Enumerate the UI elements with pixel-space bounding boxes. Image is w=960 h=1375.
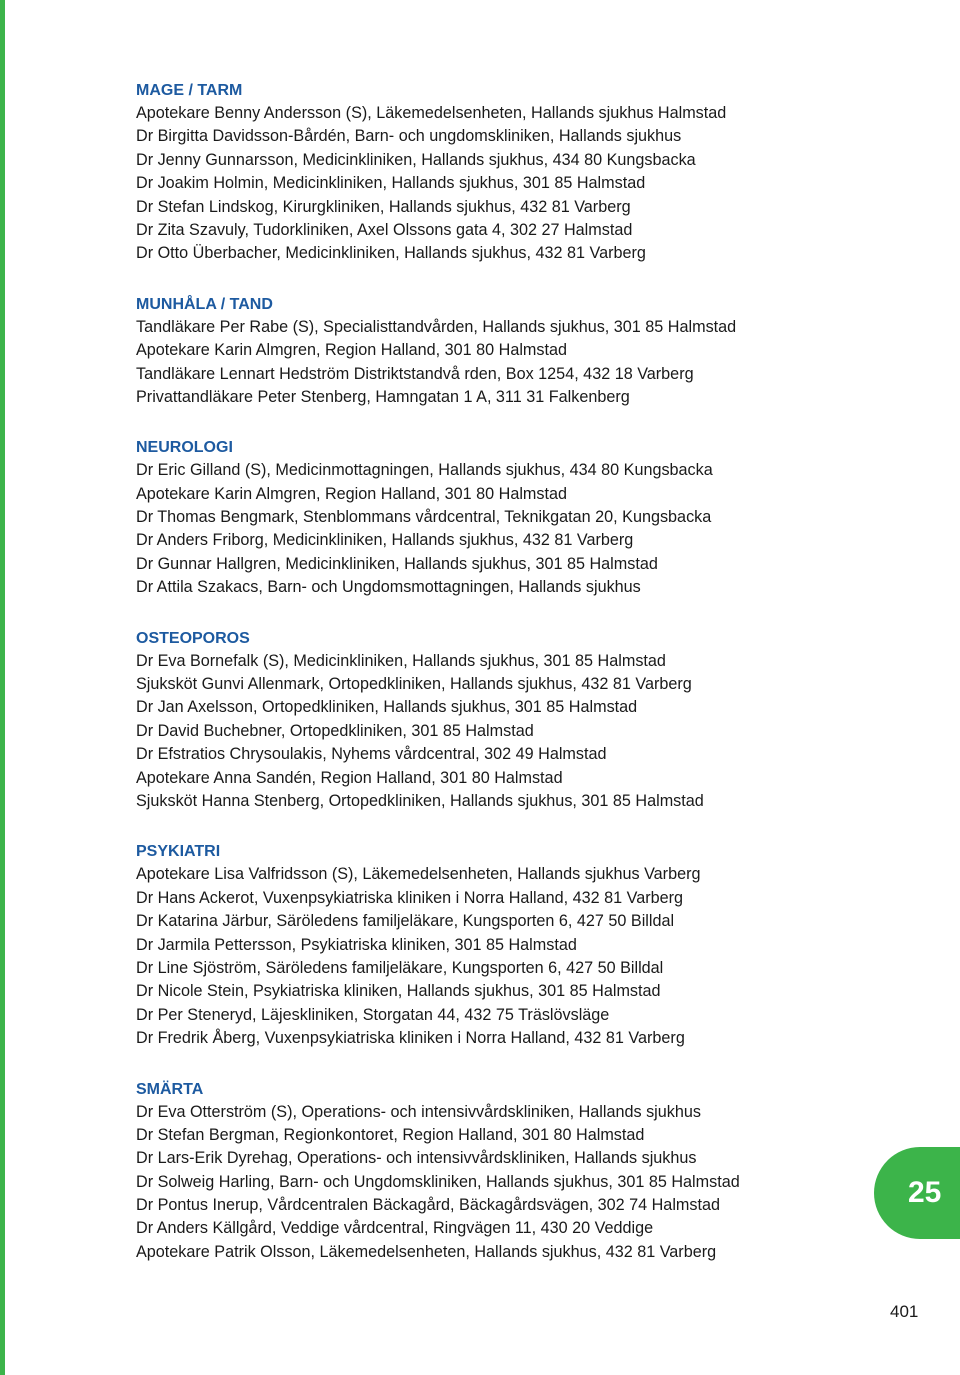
contact-list — [136, 863, 856, 1050]
contact-list — [136, 1101, 856, 1265]
list-item: Dr Thomas Bengmark, Stenblommans vårdcentral, Teknikgatan 20, Kungsbacka — [136, 508, 712, 527]
list-item: Apotekare Lisa Valfridsson (S), Läkemedelsenheten, Hallands sjukhus Varberg — [136, 865, 701, 884]
list-item: Dr Attila Szakacs, Barn- och Ungdomsmottagningen, Hallands sjukhus — [136, 578, 641, 597]
list-item: Dr Line Sjöström, Säröledens familjeläkare, Kungsporten 6, 427 50 Billdal — [136, 958, 664, 977]
section-heading: NEUROLOGI — [136, 439, 233, 457]
list-item: Dr Eva Otterström (S), Operations- och intensivvårdskliniken, Hallands sjukhus — [136, 1102, 701, 1121]
list-item: Sjuksköt Hanna Stenberg, Ortopedkliniken, Hallands sjukhus, 301 85 Halmstad — [136, 791, 704, 810]
list-item: Privattandläkare Peter Stenberg, Hamngatan 1 A, 311 31 Falkenberg — [136, 387, 630, 406]
contact-list — [136, 459, 856, 599]
list-item: Dr Eric Gilland (S), Medicinmottagningen, Hallands sjukhus, 434 80 Kungsbacka — [136, 461, 713, 480]
list-item: Sjuksköt Gunvi Allenmark, Ortopedkliniken, Hallands sjukhus, 432 81 Varberg — [136, 675, 692, 694]
list-item: Dr Fredrik Åberg, Vuxenpsykiatriska kliniken i Norra Halland, 432 81 Varberg — [136, 1029, 685, 1048]
list-item: Dr Gunnar Hallgren, Medicinkliniken, Hallands sjukhus, 301 85 Halmstad — [136, 554, 658, 573]
section — [136, 627, 856, 814]
list-item: Dr Lars-Erik Dyrehag, Operations- och intensivvårdskliniken, Hallands sjukhus — [136, 1149, 697, 1168]
list-item: Dr David Buchebner, Ortopedkliniken, 301 85 Halmstad — [136, 721, 534, 740]
contact-list — [136, 316, 856, 410]
list-item: Tandläkare Per Rabe (S), Specialisttandvården, Hallands sjukhus, 301 85 Halmstad — [136, 317, 737, 336]
contact-list — [136, 102, 856, 266]
list-item: Apotekare Patrik Olsson, Läkemedelsenheten, Hallands sjukhus, 432 81 Varberg — [136, 1242, 717, 1261]
section-heading: MUNHÅLA / TAND — [136, 295, 273, 313]
list-item: Apotekare Anna Sandén, Region Halland, 301 80 Halmstad — [136, 768, 563, 787]
list-item: Apotekare Karin Almgren, Region Halland, 301 80 Halmstad — [136, 484, 568, 503]
section-heading: OSTEOPOROS — [136, 629, 250, 647]
list-item: Dr Nicole Stein, Psykiatriska kliniken, Hallands sjukhus, 301 85 Halmstad — [136, 982, 661, 1001]
left-accent-bar — [0, 0, 5, 1375]
list-item: Dr Anders Friborg, Medicinkliniken, Hallands sjukhus, 432 81 Varberg — [136, 531, 634, 550]
section — [136, 840, 856, 1050]
section-heading: MAGE / TARM — [136, 82, 243, 99]
list-item: Apotekare Karin Almgren, Region Halland, 301 80 Halmstad — [136, 341, 568, 360]
list-item: Dr Katarina Järbur, Säröledens familjeläkare, Kungsporten 6, 427 50 Billdal — [136, 912, 675, 931]
list-item: Dr Per Steneryd, Läjeskliniken, Storgatan 44, 432 75 Träslövsläge — [136, 1005, 610, 1024]
list-item: Dr Joakim Holmin, Medicinkliniken, Hallands sjukhus, 301 85 Halmstad — [136, 174, 646, 193]
list-item: Dr Stefan Bergman, Regionkontoret, Region Halland, 301 80 Halmstad — [136, 1125, 645, 1144]
list-item: Dr Solweig Harling, Barn- och Ungdomskliniken, Hallands sjukhus, 301 85 Halmstad — [136, 1172, 740, 1191]
chapter-number: 25 — [908, 1176, 942, 1209]
list-item: Dr Efstratios Chrysoulakis, Nyhems vårdcentral, 302 49 Halmstad — [136, 745, 607, 764]
section — [136, 293, 856, 410]
list-item: Dr Jan Axelsson, Ortopedkliniken, Hallands sjukhus, 301 85 Halmstad — [136, 698, 638, 717]
list-item: Dr Eva Bornefalk (S), Medicinkliniken, Hallands sjukhus, 301 85 Halmstad — [136, 651, 666, 670]
document-body — [136, 79, 856, 1291]
list-item: Tandläkare Lennart Hedström Distriktstandvå rden, Box 1254, 432 18 Varberg — [136, 364, 694, 383]
contact-list — [136, 650, 856, 814]
list-item: Dr Jarmila Pettersson, Psykiatriska kliniken, 301 85 Halmstad — [136, 935, 577, 954]
list-item: Dr Jenny Gunnarsson, Medicinkliniken, Hallands sjukhus, 434 80 Kungsbacka — [136, 150, 696, 169]
section — [136, 79, 856, 266]
list-item: Dr Birgitta Davidsson-Bårdén, Barn- och ungdomskliniken, Hallands sjukhus — [136, 127, 682, 146]
list-item: Apotekare Benny Andersson (S), Läkemedelsenheten, Hallands sjukhus Halmstad — [136, 104, 727, 122]
list-item: Dr Hans Ackerot, Vuxenpsykiatriska kliniken i Norra Halland, 432 81 Varberg — [136, 888, 684, 907]
section — [136, 1078, 856, 1265]
section — [136, 436, 856, 599]
chapter-tab — [874, 1147, 960, 1239]
list-item: Dr Anders Källgård, Veddige vårdcentral, Ringvägen 11, 430 20 Veddige — [136, 1219, 654, 1238]
page-number: 401 — [890, 1302, 919, 1321]
section-heading: PSYKIATRI — [136, 843, 221, 861]
list-item: Dr Pontus Inerup, Vårdcentralen Bäckagård, Bäckagårdsvägen, 302 74 Halmstad — [136, 1196, 720, 1215]
list-item: Dr Otto Überbacher, Medicinkliniken, Hallands sjukhus, 432 81 Varberg — [136, 244, 646, 263]
section-heading: SMÄRTA — [136, 1080, 204, 1098]
list-item: Dr Zita Szavuly, Tudorkliniken, Axel Olssons gata 4, 302 27 Halmstad — [136, 220, 633, 239]
list-item: Dr Stefan Lindskog, Kirurgkliniken, Hallands sjukhus, 432 81 Varberg — [136, 197, 631, 216]
